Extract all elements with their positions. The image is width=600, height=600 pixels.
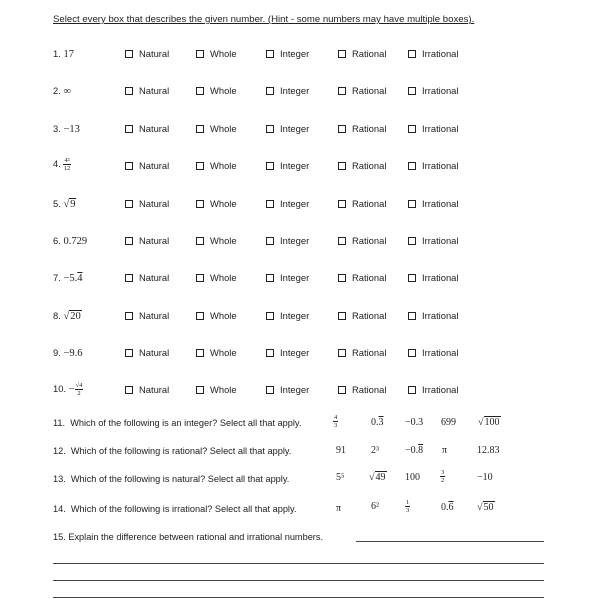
checkbox-rational-10[interactable] [338,384,386,395]
item-number: 6. 0.729 [53,235,88,247]
item-value-fraction: $\frac{\text{4²}}{12}$ [63,157,71,172]
q14-choice-1[interactable]: π [336,503,342,514]
checkbox-square[interactable] [338,87,346,95]
q13-choice-2[interactable]: √49 [369,472,386,483]
checkbox-irrational-9[interactable] [408,347,458,358]
checkbox-square[interactable] [125,200,133,208]
checkbox-rational-4[interactable] [338,160,386,171]
checkbox-irrational-4[interactable] [408,160,458,171]
option-label: Integer [280,347,310,358]
checkbox-integer-5[interactable] [266,198,309,209]
checkbox-whole-2[interactable] [196,85,237,96]
option-label: Rational [352,85,387,96]
checkbox-irrational-3[interactable] [408,123,458,134]
checkbox-integer-8[interactable] [266,310,309,321]
option-label: Whole [210,272,237,283]
checkbox-natural-10[interactable] [125,384,169,395]
checkbox-square[interactable] [196,312,204,320]
checkbox-square[interactable] [408,162,416,170]
checkbox-square[interactable] [408,237,416,245]
checkbox-square[interactable] [408,386,416,394]
checkbox-square[interactable] [266,87,274,95]
checkbox-rational-5[interactable] [338,198,386,209]
checkbox-rational-2[interactable] [338,85,386,96]
question-15: 15. Explain the difference between rational and irrational numbers. [53,532,324,542]
checkbox-square[interactable] [338,50,346,58]
checkbox-irrational-7[interactable] [408,272,458,283]
checkbox-square[interactable] [338,237,346,245]
q14-choice-5[interactable]: √50 [477,502,494,513]
q11-choice-1[interactable]: $\frac{4}{3}$ [334,414,338,429]
option-label: Whole [210,347,237,358]
checkbox-natural-9[interactable] [125,347,169,358]
checkbox-square[interactable] [338,162,346,170]
option-label: Irrational [422,384,459,395]
q13-choice-1[interactable]: 5⁵ [336,472,345,483]
checkbox-whole-6[interactable] [196,235,237,246]
item-value-sqrt: √20 [63,311,81,322]
q14-choice-3[interactable]: $\frac{1}{3}$ [406,499,410,514]
option-label: Whole [210,123,237,134]
checkbox-whole-3[interactable] [196,123,237,134]
item-value: −13 [63,124,80,135]
checkbox-natural-3[interactable] [125,123,169,134]
checkbox-square[interactable] [408,125,416,133]
checkbox-square[interactable] [338,274,346,282]
option-label: Integer [280,235,310,246]
option-label: Irrational [422,123,459,134]
checkbox-square[interactable] [196,125,204,133]
checkbox-square[interactable] [408,349,416,357]
option-label: Rational [352,347,387,358]
option-label: Whole [210,198,237,209]
option-label: Integer [280,384,310,395]
q12-choice-1[interactable]: 91 [336,445,346,456]
checkbox-whole-8[interactable] [196,310,237,321]
option-label: Integer [280,160,310,171]
checkbox-square[interactable] [408,312,416,320]
checkbox-square[interactable] [266,50,274,58]
item-value-sqrt: √9 [63,199,76,210]
checkbox-square[interactable] [196,200,204,208]
checkbox-irrational-2[interactable] [408,85,458,96]
checkbox-natural-8[interactable] [125,310,169,321]
checkbox-integer-3[interactable] [266,123,309,134]
checkbox-integer-6[interactable] [266,235,309,246]
option-label: Natural [139,310,170,321]
option-label: Rational [352,272,387,283]
checkbox-square[interactable] [125,349,133,357]
checkbox-square[interactable] [266,349,274,357]
item-number: 7. −5.4 [53,272,83,284]
checkbox-square[interactable] [266,312,274,320]
q14-choice-2[interactable]: 6² [371,501,379,512]
item-number: 9. −9.6 [53,347,83,359]
q12-choice-2[interactable]: 2³ [371,445,379,456]
checkbox-square[interactable] [125,125,133,133]
checkbox-square[interactable] [196,237,204,245]
checkbox-square[interactable] [125,312,133,320]
item-value: −9.6 [63,348,83,359]
checkbox-square[interactable] [338,349,346,357]
checkbox-square[interactable] [338,312,346,320]
item-number: 3. −13 [53,123,80,135]
checkbox-square[interactable] [266,274,274,282]
checkbox-irrational-5[interactable] [408,198,458,209]
checkbox-rational-6[interactable] [338,235,386,246]
checkbox-rational-1[interactable] [338,48,386,59]
checkbox-irrational-6[interactable] [408,235,458,246]
answer-line[interactable] [356,541,544,542]
option-label: Rational [352,48,387,59]
checkbox-natural-7[interactable] [125,272,169,283]
option-label: Irrational [422,272,459,283]
option-label: Integer [280,272,310,283]
checkbox-square[interactable] [125,274,133,282]
checkbox-rational-8[interactable] [338,310,386,321]
instructions: Select every box that describes the given number. (Hint - some numbers may have multiple boxes). [53,14,475,25]
option-label: Natural [139,384,170,395]
checkbox-integer-4[interactable] [266,160,309,171]
checkbox-square[interactable] [196,386,204,394]
item-number: 5. √9 [53,198,76,210]
item-value-fraction: $\frac{√4}{2}$ [75,382,83,397]
checkbox-square[interactable] [408,50,416,58]
item-value: 17 [63,49,74,60]
q11-choice-3[interactable]: −0.3 [405,417,424,428]
option-label: Integer [280,85,310,96]
option-label: Whole [210,235,237,246]
option-label: Rational [352,198,387,209]
option-label: Whole [210,48,237,59]
option-label: Irrational [422,347,459,358]
option-label: Natural [139,48,170,59]
checkbox-square[interactable] [408,274,416,282]
checkbox-natural-5[interactable] [125,198,169,209]
question-13: 13. Which of the following is natural? Select all that apply. [53,474,290,484]
checkbox-square[interactable] [196,162,204,170]
q12-choice-5[interactable]: 12.83 [477,445,500,456]
checkbox-integer-10[interactable] [266,384,309,395]
q13-choice-5[interactable]: −10 [477,472,493,483]
q12-choice-3[interactable]: −0.8 [405,445,424,456]
item-number: 8. √20 [53,310,81,322]
q11-choice-4[interactable]: 699 [441,417,456,428]
option-label: Irrational [422,235,459,246]
option-label: Irrational [422,198,459,209]
checkbox-irrational-8[interactable] [408,310,458,321]
checkbox-square[interactable] [408,87,416,95]
checkbox-natural-4[interactable] [125,160,169,171]
checkbox-square[interactable] [125,162,133,170]
checkbox-natural-6[interactable] [125,235,169,246]
q11-choice-5[interactable]: √100 [478,417,500,428]
checkbox-natural-1[interactable] [125,48,169,59]
question-14: 14. Which of the following is irrational? Select all that apply. [53,504,297,514]
answer-line[interactable] [53,580,544,581]
option-label: Rational [352,310,387,321]
checkbox-square[interactable] [196,87,204,95]
option-label: Natural [139,272,170,283]
checkbox-whole-7[interactable] [196,272,237,283]
checkbox-natural-2[interactable] [125,85,169,96]
item-value: ∞ [63,86,71,97]
option-label: Irrational [422,160,459,171]
item-value: 0.729 [63,236,88,247]
option-label: Natural [139,347,170,358]
checkbox-square[interactable] [338,200,346,208]
checkbox-irrational-10[interactable] [408,384,458,395]
checkbox-square[interactable] [125,237,133,245]
option-label: Natural [139,235,170,246]
checkbox-integer-2[interactable] [266,85,309,96]
option-label: Irrational [422,48,459,59]
checkbox-square[interactable] [125,386,133,394]
checkbox-square[interactable] [266,125,274,133]
item-number: 2. ∞ [53,85,71,97]
checkbox-square[interactable] [266,200,274,208]
option-label: Integer [280,310,310,321]
q11-choice-2[interactable]: 0.3 [371,417,384,428]
checkbox-whole-9[interactable] [196,347,237,358]
q12-choice-4[interactable]: π [442,445,448,456]
checkbox-square[interactable] [125,87,133,95]
checkbox-whole-1[interactable] [196,48,237,59]
item-number: 1. 17 [53,48,74,60]
item-number: 4. $\frac{\text{4²}}{12}$ [53,157,71,172]
answer-line[interactable] [53,563,544,564]
checkbox-integer-9[interactable] [266,347,309,358]
option-label: Whole [210,160,237,171]
checkbox-square[interactable] [266,237,274,245]
option-label: Rational [352,384,387,395]
q14-choice-4[interactable]: 0.6 [441,502,454,513]
checkbox-integer-7[interactable] [266,272,309,283]
q13-choice-3[interactable]: 100 [405,472,420,483]
checkbox-whole-4[interactable] [196,160,237,171]
checkbox-square[interactable] [266,162,274,170]
checkbox-square[interactable] [266,386,274,394]
option-label: Irrational [422,310,459,321]
checkbox-rational-7[interactable] [338,272,386,283]
checkbox-square[interactable] [196,349,204,357]
checkbox-whole-5[interactable] [196,198,237,209]
checkbox-square[interactable] [196,274,204,282]
answer-line[interactable] [53,597,544,598]
item-number: 10. − $\frac{√4}{2}$ [53,382,83,397]
option-label: Whole [210,310,237,321]
checkbox-square[interactable] [408,200,416,208]
option-label: Rational [352,123,387,134]
question-11: 11. Which of the following is an integer? Select all that apply. [53,418,302,428]
q13-choice-4[interactable]: $\frac{3}{2}$ [441,469,445,484]
option-label: Whole [210,384,237,395]
checkbox-square[interactable] [196,50,204,58]
checkbox-whole-10[interactable] [196,384,237,395]
checkbox-rational-3[interactable] [338,123,386,134]
option-label: Natural [139,160,170,171]
question-12: 12. Which of the following is rational? Select all that apply. [53,446,292,456]
checkbox-square[interactable] [125,50,133,58]
option-label: Irrational [422,85,459,96]
checkbox-integer-1[interactable] [266,48,309,59]
option-label: Integer [280,48,310,59]
option-label: Integer [280,123,310,134]
checkbox-square[interactable] [338,125,346,133]
item-value: −5.4 [63,273,83,284]
option-label: Rational [352,235,387,246]
option-label: Natural [139,123,170,134]
option-label: Natural [139,85,170,96]
checkbox-irrational-1[interactable] [408,48,458,59]
option-label: Natural [139,198,170,209]
option-label: Whole [210,85,237,96]
checkbox-square[interactable] [338,386,346,394]
checkbox-rational-9[interactable] [338,347,386,358]
option-label: Rational [352,160,387,171]
option-label: Integer [280,198,310,209]
